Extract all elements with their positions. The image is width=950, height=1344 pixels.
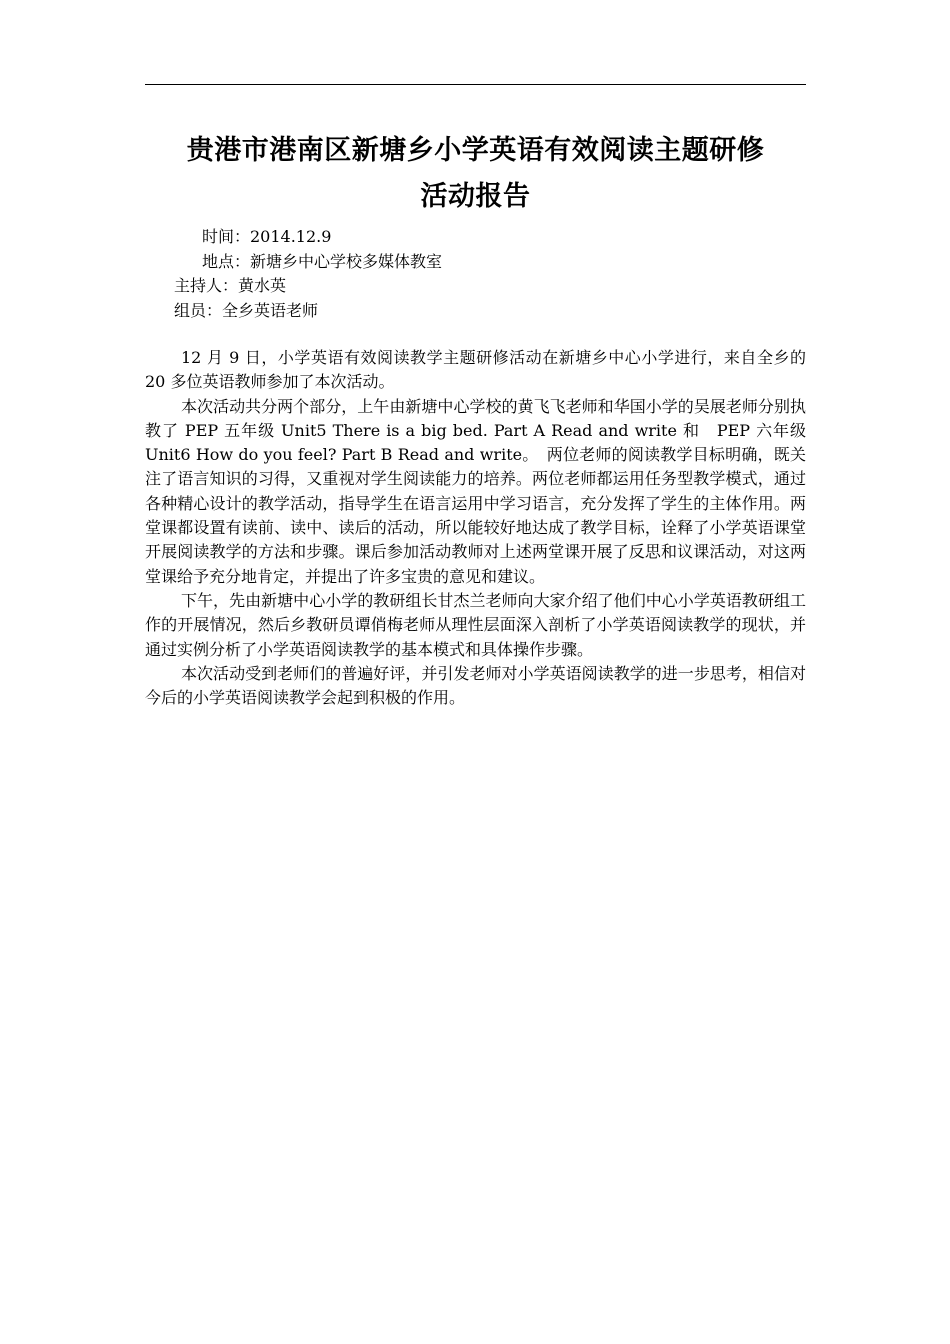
- paragraph: 下午，先由新塘中心小学的教研组长甘杰兰老师向大家介绍了他们中心小学英语教研组工作的开展情况，然后乡教研员谭俏梅老师从理性层面深入剖析了小学英语阅读教学的现状，并通过实例分析了小学英语阅读教学的基本模式和具体操作步骤。: [145, 590, 806, 659]
- meta-host: 主持人：黄水英: [174, 276, 287, 295]
- paragraph: 12 月 9 日，小学英语有效阅读教学主题研修活动在新塘乡中心小学进行，来自全乡的 20 多位英语教师参加了本次活动。: [145, 348, 806, 392]
- meta-place: 地点：新塘乡中心学校多媒体教室: [202, 251, 443, 271]
- document-title: [145, 128, 806, 220]
- title-line-1: 贵港市港南区新塘乡小学英语有效阅读主题研修: [186, 135, 765, 166]
- paragraph: 本次活动共分两个部分，上午由新塘中心学校的黄飞飞老师和华国小学的吴展老师分别执教了 PEP 五年级 Unit5 There is a big bed. Part A Read and write 和 PEP 六年级 Unit6 How do you feel? Part B Read and write。 两位老师的阅读教学目标明确，既关注了语言知识的习得，又重视对学生阅读能力的培养。两位老师都运用任务型教学模式，通过各种精心设计的教学活动，指导学生在语言运用中学习语言，充分发挥了学生的主体作用。两堂课都设置有读前、读中、读后的活动，所以能较好地达成了教学目标，诠释了小学英语课堂开展阅读教学的方法和步骤。课后参加活动教师对上述两堂课开展了反思和议课活动，对这两堂课给予充分地肯定，并提出了许多宝贵的意见和建议。: [145, 396, 806, 586]
- document-page: [145, 0, 806, 1344]
- meta-members: 组员：全乡英语老师: [174, 300, 319, 320]
- document-body: [145, 346, 806, 710]
- meta-block: [145, 225, 806, 323]
- header-rule: [145, 84, 806, 85]
- paragraph: 本次活动受到老师们的普遍好评，并引发老师对小学英语阅读教学的进一步思考，相信对今后的小学英语阅读教学会起到积极的作用。: [145, 663, 806, 708]
- meta-time: 时间：2014.12.9: [202, 227, 332, 246]
- title-line-2: 活动报告: [420, 181, 531, 212]
